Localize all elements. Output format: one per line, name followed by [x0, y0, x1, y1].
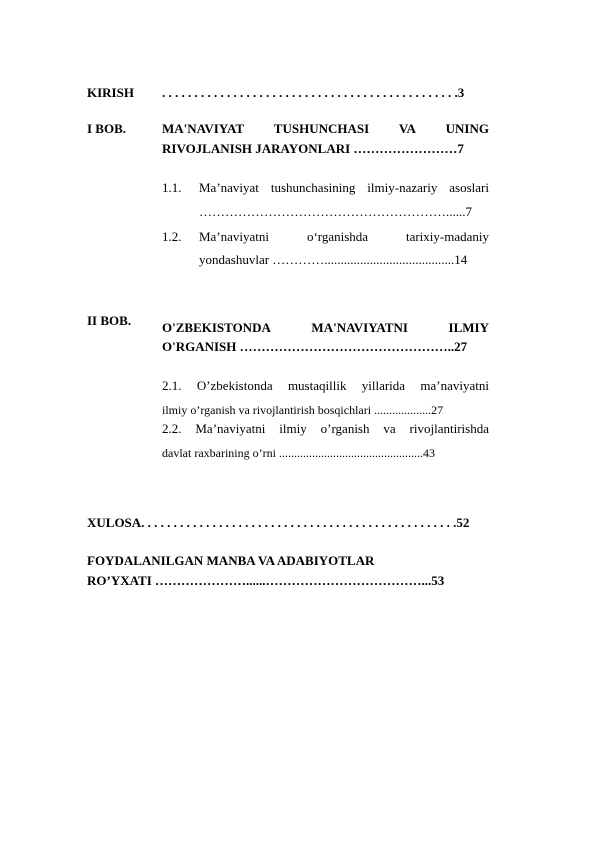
toc-word: 2.1.: [162, 378, 182, 393]
bob2-title-word: ILMIY: [448, 320, 489, 335]
bob1-title-line2: RIVOJLANISH JARAYONLARI ……………………7: [162, 141, 464, 156]
toc-word: Ma’naviyat: [199, 180, 259, 195]
bob2-title-word: O'ZBEKISTONDA: [162, 320, 271, 335]
toc-word: o’rganish: [320, 421, 370, 436]
bob1-title-line1: [162, 121, 489, 137]
item-2-2-line1: [162, 421, 489, 437]
kirish-dots: . . . . . . . . . . . . . . . . . . . . . . . . . . . . . . . . . . . . . . . . . . . . . .3: [162, 85, 465, 100]
toc-word: tarixiy-madaniy: [405, 229, 489, 244]
xulosa: XULOSA. . . . . . . . . . . . . . . . . . . . . . . . . . . . . . . . . . . . . . . . . . . . . . . . .52: [87, 515, 470, 530]
toc-word: ma’naviyatni: [420, 378, 489, 393]
item-1-2-line2: yondashuvlar …………........................................14: [199, 252, 468, 267]
toc-word: tushunchasining: [270, 180, 356, 195]
toc-word: 2.2.: [162, 421, 182, 436]
toc-word: Ma’naviyatni: [195, 421, 266, 436]
toc-word: ilmiy: [279, 421, 307, 436]
toc-word: va: [383, 421, 396, 436]
toc-word: mustaqillik: [287, 378, 347, 393]
bob1-title-word: MA'NAVIYAT: [162, 121, 245, 136]
toc-word: asoslari: [449, 180, 489, 195]
bob2-title-line2: O'RGANISH …………………………………………..27: [162, 339, 468, 354]
toc-word: yillarida: [361, 378, 406, 393]
bob1-title-word: TUSHUNCHASI: [273, 121, 370, 136]
bob1-title-word: UNING: [445, 121, 489, 136]
item-2-2-line2: davlat raxbarining o’rni ................................................43: [162, 446, 435, 460]
toc-word: ilmiy-nazariy: [367, 180, 438, 195]
toc-word: o‘rganishda: [306, 229, 369, 244]
item-1-2-num: 1.2.: [162, 229, 182, 244]
item-1-1-num: 1.1.: [162, 180, 182, 195]
foydalanilgan-line1: FOYDALANILGAN MANBA VA ADABIYOTLAR: [87, 553, 375, 568]
bob2-label: II BOB.: [87, 313, 132, 328]
toc-word: O’zbekistonda: [196, 378, 273, 393]
item-1-1-line2: …………………………………………………......7: [199, 204, 472, 219]
foydalanilgan-line2: RO’YXATI …………………......………………………………...53: [87, 573, 445, 588]
bob1-label: I BOB.: [87, 121, 127, 136]
item-2-1-line2: ilmiy o’rganish va rivojlantirish bosqichlari ...................27: [162, 403, 444, 417]
item-2-1-line1: [162, 378, 489, 394]
kirish-label: KIRISH: [87, 85, 134, 100]
bob2-title-line1: [162, 320, 489, 336]
bob1-title-word: VA: [398, 121, 416, 136]
item-1-1-line1: [199, 180, 489, 196]
bob2-title-word: MA'NAVIYATNI: [311, 320, 408, 335]
item-1-2-line1: [199, 229, 489, 245]
toc-word: rivojlantirishda: [409, 421, 489, 436]
toc-word: Ma’naviyatni: [199, 229, 270, 244]
